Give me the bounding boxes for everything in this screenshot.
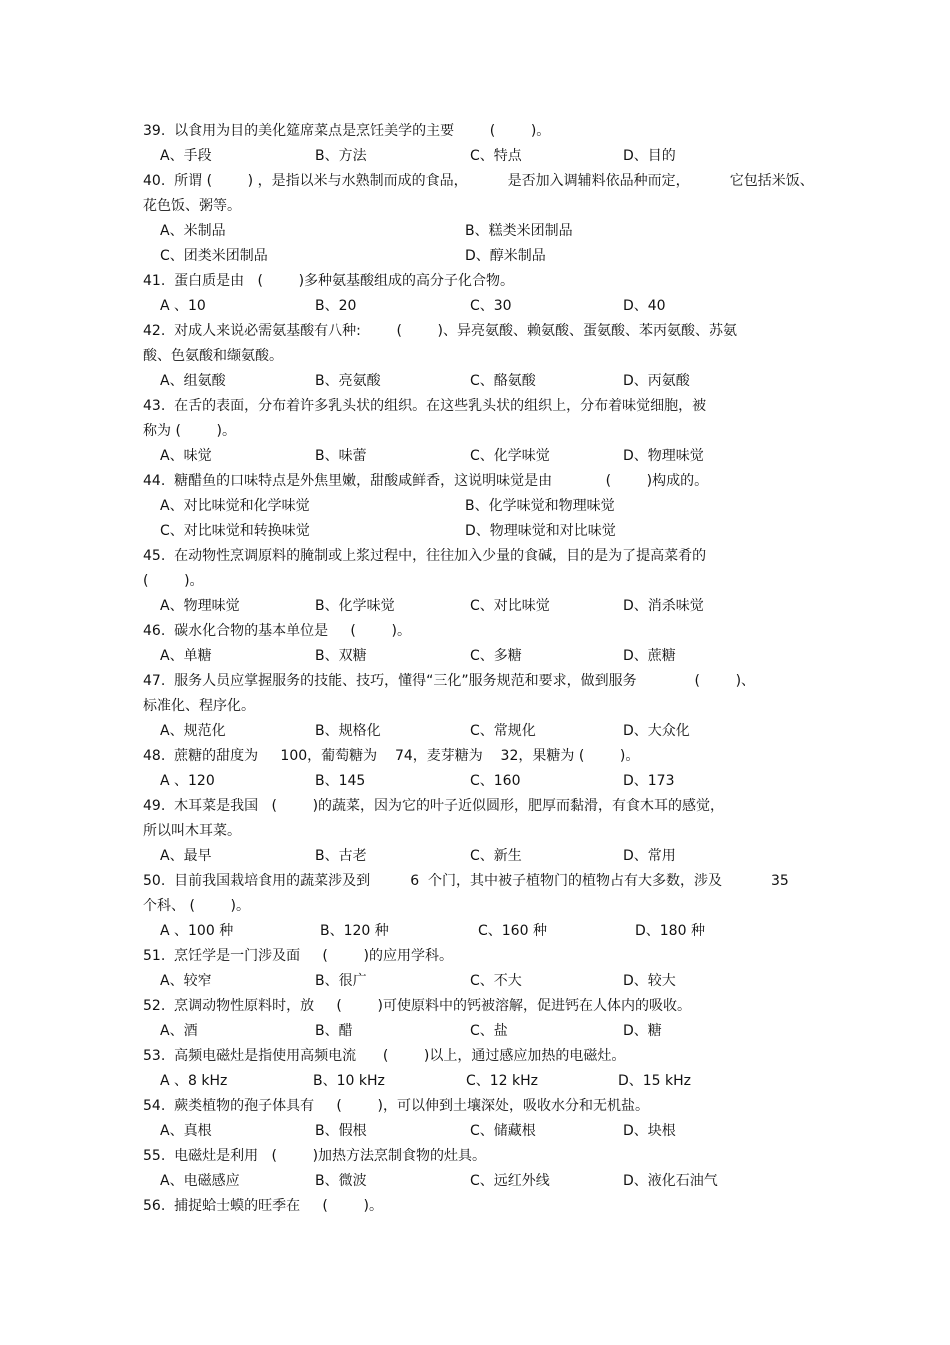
question-text: 48. 蔗糖的甜度为 100，葡萄糖为 74，麦芽糖为 32，果糖为 ( )。 bbox=[143, 748, 640, 764]
question-text: 53. 高频电磁灶是指使用高频电流 ( )以上，通过感应加热的电磁灶。 bbox=[143, 1048, 626, 1064]
answer-option: A、最早 bbox=[160, 848, 212, 864]
question-text: ( )。 bbox=[143, 573, 204, 589]
answer-option: D、消杀味觉 bbox=[623, 598, 704, 614]
question-text: 42. 对成人来说必需氨基酸有八种: ( )、异亮氨酸、赖氨酸、蛋氨酸、苯丙氨酸、苏氨 bbox=[143, 323, 738, 339]
answer-option: D、蔗糖 bbox=[623, 648, 676, 664]
answer-option: A 、8 kHz bbox=[160, 1073, 228, 1089]
answer-option: D、180 种 bbox=[635, 923, 705, 939]
answer-option: D、物理味觉 bbox=[623, 448, 704, 464]
answer-option: B、化学味觉 bbox=[315, 598, 395, 614]
answer-option: C、特点 bbox=[470, 148, 522, 164]
question-text: 39. 以食用为目的美化筵席菜点是烹饪美学的主要 ( )。 bbox=[143, 123, 551, 139]
answer-option: A、对比味觉和化学味觉 bbox=[160, 498, 310, 514]
answer-option: A、组氨酸 bbox=[160, 373, 226, 389]
answer-option: C、酪氨酸 bbox=[470, 373, 536, 389]
answer-option: D、大众化 bbox=[623, 723, 690, 739]
question-text: 54. 蕨类植物的孢子体具有 ( )，可以伸到土壤深处，吸收水分和无机盐。 bbox=[143, 1098, 649, 1114]
answer-option: C、对比味觉和转换味觉 bbox=[160, 523, 310, 539]
answer-option: D、丙氨酸 bbox=[623, 373, 690, 389]
answer-option: C、12 kHz bbox=[466, 1073, 539, 1089]
question-text: 41. 蛋白质是由 ( )多种氨基酸组成的高分子化合物。 bbox=[143, 273, 515, 289]
question-text: 个科、 ( )。 bbox=[143, 898, 250, 914]
question-text: 40. 所谓 ( ) ，是指以米与水熟制而成的食品， 是否加入调辅料依品种而定， 它包括米饭、 bbox=[143, 173, 814, 189]
answer-option: C、团类米团制品 bbox=[160, 248, 268, 264]
answer-option: C、不大 bbox=[470, 973, 522, 989]
answer-option: C、远红外线 bbox=[470, 1173, 550, 1189]
question-text: 酸、色氨酸和缬氨酸。 bbox=[143, 348, 283, 364]
answer-option: A、酒 bbox=[160, 1023, 198, 1039]
question-text: 52. 烹调动物性原料时，放 ( )可使原料中的钙被溶解，促进钙在人体内的吸收。 bbox=[143, 998, 691, 1014]
answer-option: A、手段 bbox=[160, 148, 212, 164]
answer-option: A、真根 bbox=[160, 1123, 212, 1139]
answer-option: A 、100 种 bbox=[160, 923, 234, 939]
answer-option: A、米制品 bbox=[160, 223, 226, 239]
answer-option: C、多糖 bbox=[470, 648, 522, 664]
answer-option: A 、10 bbox=[160, 298, 206, 314]
answer-option: D、15 kHz bbox=[618, 1073, 692, 1089]
question-text: 标准化、程序化。 bbox=[143, 698, 255, 714]
answer-option: C、盐 bbox=[470, 1023, 508, 1039]
answer-option: B、亮氨酸 bbox=[315, 373, 381, 389]
question-text: 44. 糖醋鱼的口味特点是外焦里嫩，甜酸咸鲜香，这说明味觉是由 ( )构成的。 bbox=[143, 473, 709, 489]
answer-option: A、物理味觉 bbox=[160, 598, 240, 614]
answer-option: B、味蕾 bbox=[315, 448, 367, 464]
answer-option: D、液化石油气 bbox=[623, 1173, 718, 1189]
question-text: 43. 在舌的表面，分布着许多乳头状的组织。在这些乳头状的组织上，分布着味觉细胞，被 bbox=[143, 398, 707, 414]
answer-option: B、糕类米团制品 bbox=[465, 223, 573, 239]
answer-option: C、160 种 bbox=[478, 923, 547, 939]
answer-option: D、物理味觉和对比味觉 bbox=[465, 523, 616, 539]
answer-option: A 、120 bbox=[160, 773, 215, 789]
answer-option: C、化学味觉 bbox=[470, 448, 550, 464]
answer-option: B、双糖 bbox=[315, 648, 367, 664]
answer-option: C、新生 bbox=[470, 848, 522, 864]
question-text: 49. 木耳菜是我国 ( )的蔬菜，因为它的叶子近似圆形，肥厚而黏滑，有食木耳的感觉， bbox=[143, 798, 725, 814]
answer-option: B、规格化 bbox=[315, 723, 381, 739]
answer-option: A、单糖 bbox=[160, 648, 212, 664]
answer-option: B、145 bbox=[315, 773, 366, 789]
answer-option: A、较窄 bbox=[160, 973, 212, 989]
question-text: 花色饭、粥等。 bbox=[143, 198, 241, 214]
answer-option: C、对比味觉 bbox=[470, 598, 550, 614]
answer-option: D、目的 bbox=[623, 148, 676, 164]
answer-option: D、醇米制品 bbox=[465, 248, 546, 264]
question-text: 46. 碳水化合物的基本单位是 ( )。 bbox=[143, 623, 411, 639]
answer-option: B、方法 bbox=[315, 148, 367, 164]
answer-option: B、微波 bbox=[315, 1173, 367, 1189]
answer-option: D、较大 bbox=[623, 973, 676, 989]
answer-option: B、化学味觉和物理味觉 bbox=[465, 498, 615, 514]
answer-option: C、160 bbox=[470, 773, 521, 789]
question-text: 56. 捕捉蛤士蟆的旺季在 ( )。 bbox=[143, 1198, 383, 1214]
answer-option: B、假根 bbox=[315, 1123, 367, 1139]
question-text: 51. 烹饪学是一门涉及面 ( )的应用学科。 bbox=[143, 948, 453, 964]
question-text: 45. 在动物性烹调原料的腌制或上浆过程中，往往加入少量的食碱，目的是为了提高菜肴的 bbox=[143, 548, 707, 564]
answer-option: D、40 bbox=[623, 298, 666, 314]
answer-option: B、10 kHz bbox=[313, 1073, 385, 1089]
answer-option: A、味觉 bbox=[160, 448, 212, 464]
answer-option: A、电磁感应 bbox=[160, 1173, 240, 1189]
answer-option: C、储藏根 bbox=[470, 1123, 536, 1139]
question-text: 47. 服务人员应掌握服务的技能、技巧，懂得“三化”服务规范和要求，做到服务 ( )、 bbox=[143, 673, 756, 689]
answer-option: D、糖 bbox=[623, 1023, 662, 1039]
answer-option: A、规范化 bbox=[160, 723, 226, 739]
answer-option: C、30 bbox=[470, 298, 512, 314]
question-text: 称为 ( )。 bbox=[143, 423, 236, 439]
question-text: 50. 目前我国栽培食用的蔬菜涉及到 6 个门，其中被子植物门的植物占有大多数，涉及 35 bbox=[143, 873, 789, 889]
answer-option: B、120 种 bbox=[320, 923, 389, 939]
answer-option: C、常规化 bbox=[470, 723, 536, 739]
answer-option: B、20 bbox=[315, 298, 357, 314]
answer-option: B、很广 bbox=[315, 973, 367, 989]
answer-option: D、173 bbox=[623, 773, 675, 789]
question-text: 55. 电磁灶是利用 ( )加热方法烹制食物的灶具。 bbox=[143, 1148, 487, 1164]
answer-option: B、古老 bbox=[315, 848, 367, 864]
question-text: 所以叫木耳菜。 bbox=[143, 823, 241, 839]
answer-option: D、块根 bbox=[623, 1123, 676, 1139]
answer-option: B、醋 bbox=[315, 1023, 353, 1039]
answer-option: D、常用 bbox=[623, 848, 676, 864]
